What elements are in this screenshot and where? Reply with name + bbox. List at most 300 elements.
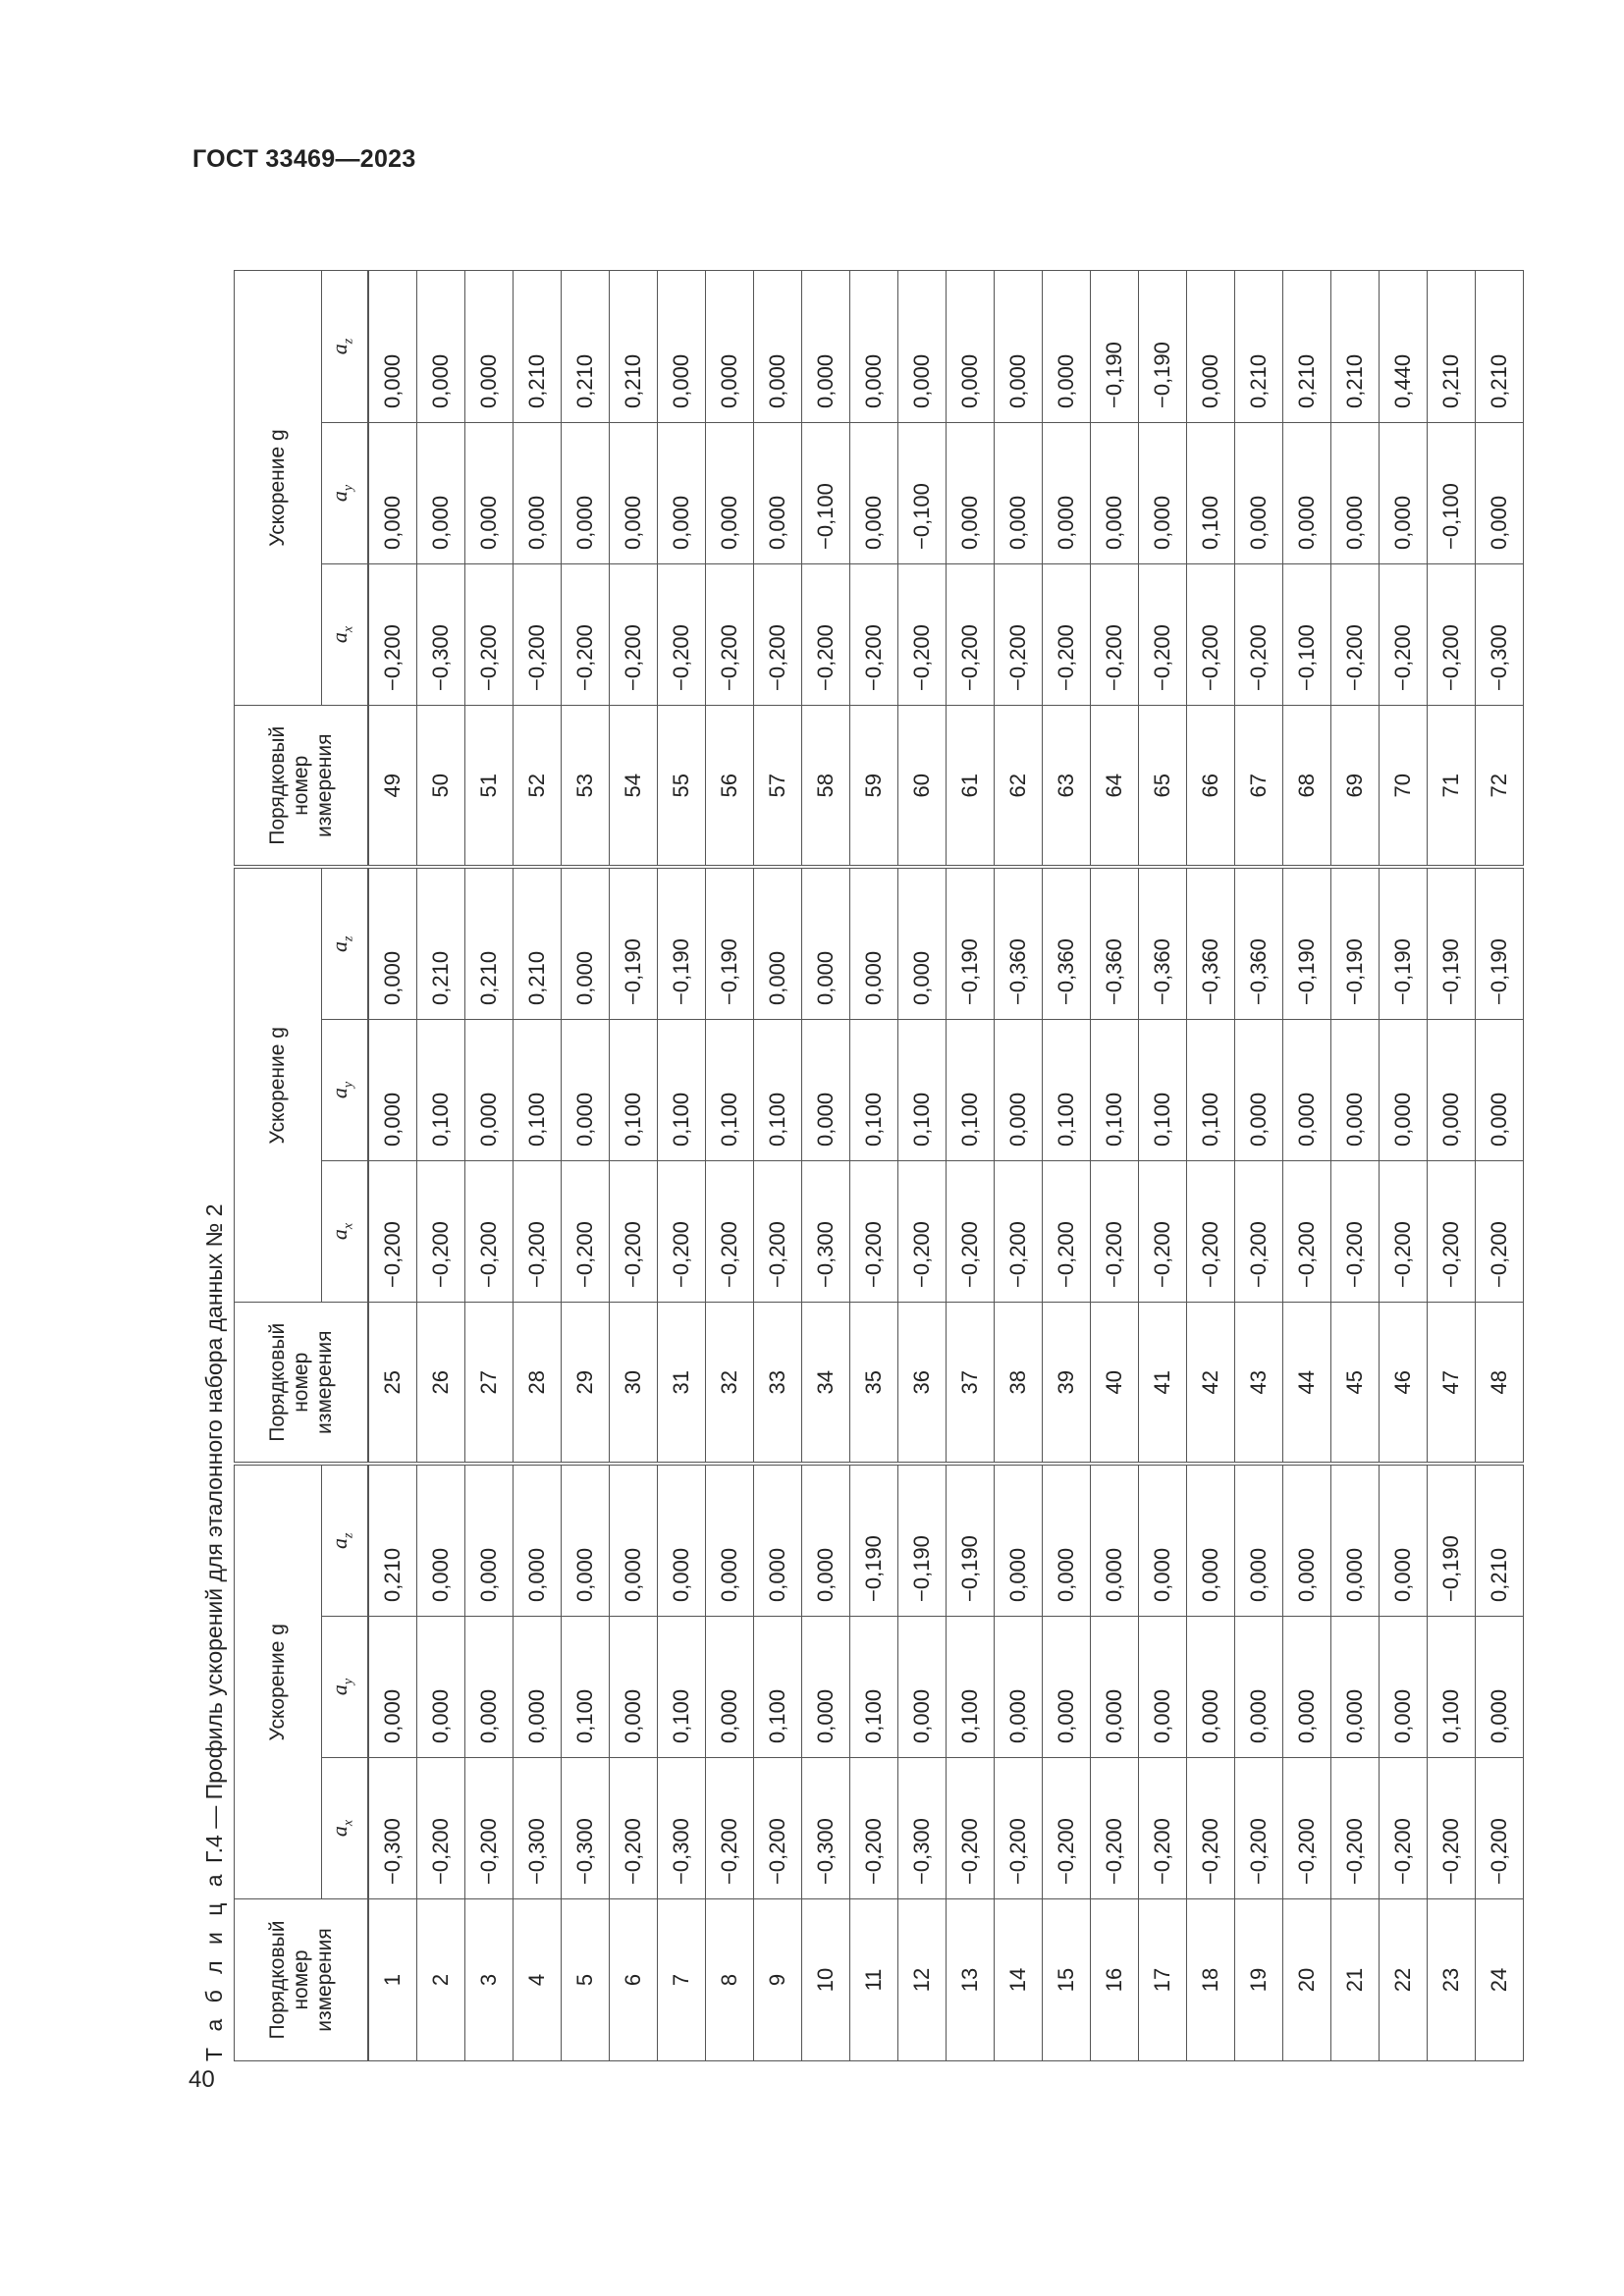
header-ay: $a_y$ — [322, 1020, 369, 1161]
measurement-index-cell: 10 — [802, 1899, 850, 2061]
az-cell: 0,000 — [754, 271, 802, 423]
az-cell: −0,190 — [1428, 1465, 1476, 1617]
ax-cell: −0,200 — [562, 564, 610, 706]
az-cell: −0,190 — [850, 1465, 898, 1617]
measurement-index-cell: 48 — [1476, 1303, 1524, 1465]
measurement-index-cell: 41 — [1139, 1303, 1187, 1465]
acceleration-profile-table — [234, 270, 1524, 2061]
ay-cell: 0,000 — [754, 423, 802, 564]
az-cell: 0,000 — [754, 868, 802, 1020]
measurement-index-cell: 69 — [1331, 706, 1380, 868]
ay-cell: 0,100 — [1187, 1020, 1235, 1161]
ax-cell: −0,200 — [610, 564, 658, 706]
measurement-index-cell: 17 — [1139, 1899, 1187, 2061]
ay-cell: 0,100 — [1139, 1020, 1187, 1161]
ax-cell: −0,200 — [1331, 564, 1380, 706]
ax-cell: −0,200 — [1043, 1758, 1091, 1899]
az-cell: 0,000 — [1139, 1465, 1187, 1617]
measurement-index-cell: 7 — [658, 1899, 706, 2061]
ax-cell: −0,200 — [562, 1161, 610, 1303]
ax-cell: −0,200 — [850, 1758, 898, 1899]
measurement-index-cell: 54 — [610, 706, 658, 868]
ay-cell: 0,000 — [1091, 1617, 1139, 1758]
measurement-index-cell: 49 — [368, 706, 417, 868]
measurement-index-cell: 60 — [898, 706, 947, 868]
ax-cell: −0,200 — [1428, 1758, 1476, 1899]
ay-cell: 0,000 — [1043, 1617, 1091, 1758]
ax-cell: −0,200 — [1331, 1161, 1380, 1303]
caption-text: Г.4 — Профиль ускорений для эталонного набора данных № 2 — [201, 1203, 227, 1864]
header-index: Порядковый номер измерения — [235, 706, 369, 868]
az-cell: −0,190 — [1091, 271, 1139, 423]
ax-cell: −0,200 — [514, 564, 562, 706]
ay-cell: 0,000 — [465, 423, 514, 564]
measurement-index-cell: 57 — [754, 706, 802, 868]
ax-cell: −0,200 — [1091, 1161, 1139, 1303]
az-cell: 0,000 — [562, 1465, 610, 1617]
ay-cell: 0,000 — [658, 423, 706, 564]
ay-cell: 0,000 — [465, 1617, 514, 1758]
measurement-index-cell: 1 — [368, 1899, 417, 2061]
ax-cell: −0,200 — [754, 564, 802, 706]
measurement-index-cell: 16 — [1091, 1899, 1139, 2061]
measurement-index-cell: 63 — [1043, 706, 1091, 868]
az-cell: 0,000 — [658, 1465, 706, 1617]
az-cell: −0,190 — [610, 868, 658, 1020]
az-cell: 0,000 — [465, 271, 514, 423]
measurement-index-cell: 9 — [754, 1899, 802, 2061]
ay-cell: 0,100 — [562, 1617, 610, 1758]
ay-cell: 0,000 — [995, 1617, 1043, 1758]
ay-cell: 0,000 — [368, 1020, 417, 1161]
ax-cell: −0,200 — [1139, 1758, 1187, 1899]
measurement-index-cell: 42 — [1187, 1303, 1235, 1465]
az-cell: −0,360 — [1139, 868, 1187, 1020]
ay-cell: 0,000 — [514, 423, 562, 564]
ax-cell: −0,200 — [1428, 564, 1476, 706]
ay-cell: 0,100 — [947, 1617, 995, 1758]
ax-cell: −0,200 — [1428, 1161, 1476, 1303]
ax-cell: −0,200 — [1476, 1758, 1524, 1899]
measurement-index-cell: 56 — [706, 706, 754, 868]
table-row — [514, 271, 562, 2061]
az-cell: 0,000 — [1043, 271, 1091, 423]
az-cell: 0,000 — [514, 1465, 562, 1617]
measurement-index-cell: 8 — [706, 1899, 754, 2061]
ay-cell: 0,000 — [1283, 423, 1331, 564]
measurement-index-cell: 47 — [1428, 1303, 1476, 1465]
ax-cell: −0,200 — [368, 564, 417, 706]
header-ax: $a_x$ — [322, 564, 369, 706]
az-cell: 0,000 — [995, 1465, 1043, 1617]
ay-cell: 0,000 — [1091, 423, 1139, 564]
ay-cell: 0,000 — [368, 423, 417, 564]
ax-cell: −0,200 — [1091, 564, 1139, 706]
az-cell: 0,000 — [802, 868, 850, 1020]
ay-cell: 0,000 — [610, 423, 658, 564]
measurement-index-cell: 30 — [610, 1303, 658, 1465]
ax-cell: −0,200 — [1187, 1758, 1235, 1899]
header-ay: $a_y$ — [322, 423, 369, 564]
measurement-index-cell: 13 — [947, 1899, 995, 2061]
table-body — [368, 271, 1524, 2061]
az-cell: 0,000 — [465, 1465, 514, 1617]
measurement-index-cell: 46 — [1380, 1303, 1428, 1465]
ax-cell: −0,200 — [1187, 1161, 1235, 1303]
az-cell: 0,210 — [417, 868, 465, 1020]
az-cell: 0,000 — [658, 271, 706, 423]
az-cell: −0,360 — [1043, 868, 1091, 1020]
ax-cell: −0,300 — [417, 564, 465, 706]
ax-cell: −0,200 — [1283, 1758, 1331, 1899]
measurement-index-cell: 21 — [1331, 1899, 1380, 2061]
ay-cell: 0,000 — [368, 1617, 417, 1758]
measurement-index-cell: 61 — [947, 706, 995, 868]
ay-cell: 0,000 — [562, 1020, 610, 1161]
az-cell: 0,210 — [465, 868, 514, 1020]
az-cell: 0,000 — [706, 1465, 754, 1617]
measurement-index-cell: 59 — [850, 706, 898, 868]
az-cell: −0,360 — [995, 868, 1043, 1020]
ay-cell: −0,100 — [802, 423, 850, 564]
az-cell: −0,190 — [1283, 868, 1331, 1020]
measurement-index-cell: 31 — [658, 1303, 706, 1465]
ax-cell: −0,200 — [706, 1161, 754, 1303]
table-row — [562, 271, 610, 2061]
ay-cell: 0,000 — [1476, 423, 1524, 564]
az-cell: −0,360 — [1187, 868, 1235, 1020]
measurement-index-cell: 39 — [1043, 1303, 1091, 1465]
ax-cell: −0,100 — [1283, 564, 1331, 706]
az-cell: −0,190 — [1380, 868, 1428, 1020]
ay-cell: 0,000 — [1235, 423, 1283, 564]
az-cell: −0,360 — [1235, 868, 1283, 1020]
measurement-index-cell: 24 — [1476, 1899, 1524, 2061]
ay-cell: 0,100 — [1043, 1020, 1091, 1161]
az-cell: 0,000 — [1235, 1465, 1283, 1617]
ax-cell: −0,200 — [1235, 564, 1283, 706]
az-cell: 0,000 — [898, 271, 947, 423]
az-cell: 0,000 — [610, 1465, 658, 1617]
az-cell: 0,000 — [417, 1465, 465, 1617]
ay-cell: 0,000 — [706, 1617, 754, 1758]
az-cell: 0,210 — [1331, 271, 1380, 423]
measurement-index-cell: 2 — [417, 1899, 465, 2061]
ax-cell: −0,200 — [898, 564, 947, 706]
ax-cell: −0,200 — [368, 1161, 417, 1303]
ay-cell: 0,000 — [1331, 1617, 1380, 1758]
ax-cell: −0,200 — [1235, 1758, 1283, 1899]
ax-cell: −0,200 — [1235, 1161, 1283, 1303]
table-row — [417, 271, 465, 2061]
az-cell: −0,360 — [1091, 868, 1139, 1020]
ax-cell: −0,300 — [658, 1758, 706, 1899]
az-cell: −0,190 — [1139, 271, 1187, 423]
measurement-index-cell: 33 — [754, 1303, 802, 1465]
az-cell: 0,000 — [1091, 1465, 1139, 1617]
ay-cell: −0,100 — [898, 423, 947, 564]
ax-cell: −0,300 — [562, 1758, 610, 1899]
ay-cell: −0,100 — [1428, 423, 1476, 564]
az-cell: 0,000 — [947, 271, 995, 423]
ay-cell: 0,100 — [898, 1020, 947, 1161]
ax-cell: −0,200 — [1091, 1758, 1139, 1899]
table-row — [1139, 271, 1187, 2061]
az-cell: 0,000 — [802, 1465, 850, 1617]
table-row — [610, 271, 658, 2061]
ay-cell: 0,100 — [1187, 423, 1235, 564]
ay-cell: 0,000 — [1139, 1617, 1187, 1758]
ax-cell: −0,200 — [706, 1758, 754, 1899]
table-row — [995, 271, 1043, 2061]
measurement-index-cell: 4 — [514, 1899, 562, 2061]
measurement-index-cell: 35 — [850, 1303, 898, 1465]
ax-cell: −0,200 — [995, 564, 1043, 706]
az-cell: −0,190 — [658, 868, 706, 1020]
header-ax: $a_x$ — [322, 1161, 369, 1303]
ax-cell: −0,200 — [995, 1161, 1043, 1303]
az-cell: 0,000 — [1380, 1465, 1428, 1617]
table-row — [658, 271, 706, 2061]
az-cell: 0,000 — [1043, 1465, 1091, 1617]
az-cell: −0,190 — [1428, 868, 1476, 1020]
ay-cell: 0,000 — [706, 423, 754, 564]
ay-cell: 0,000 — [850, 423, 898, 564]
az-cell: 0,000 — [562, 868, 610, 1020]
measurement-index-cell: 38 — [995, 1303, 1043, 1465]
measurement-index-cell: 22 — [1380, 1899, 1428, 2061]
ay-cell: 0,000 — [562, 423, 610, 564]
ay-cell: 0,000 — [995, 423, 1043, 564]
ay-cell: 0,100 — [947, 1020, 995, 1161]
measurement-index-cell: 67 — [1235, 706, 1283, 868]
measurement-index-cell: 28 — [514, 1303, 562, 1465]
measurement-index-cell: 26 — [417, 1303, 465, 1465]
ax-cell: −0,200 — [514, 1161, 562, 1303]
ay-cell: 0,000 — [1283, 1617, 1331, 1758]
ay-cell: 0,100 — [658, 1617, 706, 1758]
ax-cell: −0,300 — [368, 1758, 417, 1899]
ay-cell: 0,100 — [754, 1617, 802, 1758]
az-cell: 0,000 — [706, 271, 754, 423]
ay-cell: 0,000 — [1331, 423, 1380, 564]
rotated-table-area — [189, 216, 1511, 2061]
measurement-index-cell: 65 — [1139, 706, 1187, 868]
table-row — [802, 271, 850, 2061]
measurement-index-cell: 51 — [465, 706, 514, 868]
ax-cell: −0,200 — [465, 1161, 514, 1303]
ax-cell: −0,300 — [802, 1758, 850, 1899]
caption-label: Т а б л и ц а — [201, 1869, 227, 2061]
header-az: $a_z$ — [322, 868, 369, 1020]
header-index: Порядковый номер измерения — [235, 1303, 369, 1465]
ay-cell: 0,000 — [802, 1020, 850, 1161]
ax-cell: −0,200 — [1043, 1161, 1091, 1303]
header-group: Ускорение g — [235, 868, 322, 1303]
ay-cell: 0,000 — [514, 1617, 562, 1758]
ay-cell: 0,000 — [1187, 1617, 1235, 1758]
az-cell: 0,210 — [514, 868, 562, 1020]
ay-cell: 0,000 — [1139, 423, 1187, 564]
az-cell: 0,000 — [850, 868, 898, 1020]
az-cell: 0,000 — [1187, 271, 1235, 423]
measurement-index-cell: 34 — [802, 1303, 850, 1465]
az-cell: −0,190 — [898, 1465, 947, 1617]
measurement-index-cell: 32 — [706, 1303, 754, 1465]
az-cell: −0,190 — [1331, 868, 1380, 1020]
az-cell: 0,210 — [368, 1465, 417, 1617]
ax-cell: −0,200 — [1043, 564, 1091, 706]
header-group: Ускорение g — [235, 1465, 322, 1899]
measurement-index-cell: 68 — [1283, 706, 1331, 868]
measurement-index-cell: 6 — [610, 1899, 658, 2061]
measurement-index-cell: 3 — [465, 1899, 514, 2061]
header-index: Порядковый номер измерения — [235, 1899, 369, 2061]
measurement-index-cell: 50 — [417, 706, 465, 868]
az-cell: 0,210 — [514, 271, 562, 423]
ay-cell: 0,100 — [850, 1617, 898, 1758]
ax-cell: −0,200 — [754, 1161, 802, 1303]
ax-cell: −0,200 — [610, 1161, 658, 1303]
measurement-index-cell: 43 — [1235, 1303, 1283, 1465]
ax-cell: −0,200 — [1283, 1161, 1331, 1303]
measurement-index-cell: 66 — [1187, 706, 1235, 868]
ax-cell: −0,200 — [417, 1758, 465, 1899]
ax-cell: −0,300 — [802, 1161, 850, 1303]
ax-cell: −0,200 — [850, 564, 898, 706]
az-cell: −0,190 — [706, 868, 754, 1020]
ay-cell: 0,000 — [947, 423, 995, 564]
ax-cell: −0,200 — [947, 564, 995, 706]
measurement-index-cell: 44 — [1283, 1303, 1331, 1465]
ax-cell: −0,200 — [658, 1161, 706, 1303]
table-row — [754, 271, 802, 2061]
header-ax: $a_x$ — [322, 1758, 369, 1899]
ay-cell: 0,100 — [754, 1020, 802, 1161]
ax-cell: −0,200 — [610, 1758, 658, 1899]
measurement-index-cell: 55 — [658, 706, 706, 868]
ay-cell: 0,100 — [658, 1020, 706, 1161]
ay-cell: 0,100 — [417, 1020, 465, 1161]
page-number: 40 — [189, 2066, 215, 2093]
ay-cell: 0,100 — [514, 1020, 562, 1161]
az-cell: 0,210 — [1476, 1465, 1524, 1617]
table-row — [1187, 271, 1235, 2061]
measurement-index-cell: 64 — [1091, 706, 1139, 868]
az-cell: −0,190 — [1476, 868, 1524, 1020]
ay-cell: 0,100 — [706, 1020, 754, 1161]
measurement-index-cell: 71 — [1428, 706, 1476, 868]
measurement-index-cell: 62 — [995, 706, 1043, 868]
measurement-index-cell: 19 — [1235, 1899, 1283, 2061]
header-az: $a_z$ — [322, 1465, 369, 1617]
measurement-index-cell: 23 — [1428, 1899, 1476, 2061]
table-row — [850, 271, 898, 2061]
ay-cell: 0,000 — [995, 1020, 1043, 1161]
az-cell: 0,000 — [754, 1465, 802, 1617]
az-cell: −0,190 — [947, 868, 995, 1020]
table-caption — [201, 1203, 228, 2061]
ax-cell: −0,200 — [1476, 1161, 1524, 1303]
ax-cell: −0,200 — [706, 564, 754, 706]
ay-cell: 0,100 — [610, 1020, 658, 1161]
ax-cell: −0,200 — [465, 564, 514, 706]
az-cell: 0,000 — [368, 868, 417, 1020]
table-row — [947, 271, 995, 2061]
az-cell: 0,000 — [802, 271, 850, 423]
ay-cell: 0,000 — [465, 1020, 514, 1161]
ax-cell: −0,200 — [658, 564, 706, 706]
ax-cell: −0,200 — [947, 1161, 995, 1303]
ay-cell: 0,100 — [1091, 1020, 1139, 1161]
ay-cell: 0,000 — [1235, 1020, 1283, 1161]
ax-cell: −0,200 — [1331, 1758, 1380, 1899]
header-az: $a_z$ — [322, 271, 369, 423]
ay-cell: 0,000 — [1380, 423, 1428, 564]
measurement-index-cell: 11 — [850, 1899, 898, 2061]
ay-cell: 0,000 — [417, 423, 465, 564]
ax-cell: −0,200 — [1139, 564, 1187, 706]
ay-cell: 0,000 — [1380, 1617, 1428, 1758]
header-ay: $a_y$ — [322, 1617, 369, 1758]
ax-cell: −0,200 — [417, 1161, 465, 1303]
ax-cell: −0,200 — [1380, 564, 1428, 706]
az-cell: 0,210 — [562, 271, 610, 423]
table-row — [1043, 271, 1091, 2061]
az-cell: 0,000 — [898, 868, 947, 1020]
table-row — [1428, 271, 1476, 2061]
ay-cell: 0,100 — [1428, 1617, 1476, 1758]
az-cell: 0,210 — [1428, 271, 1476, 423]
az-cell: 0,000 — [417, 271, 465, 423]
ay-cell: 0,000 — [898, 1617, 947, 1758]
ax-cell: −0,300 — [898, 1758, 947, 1899]
table-row — [1283, 271, 1331, 2061]
az-cell: −0,190 — [947, 1465, 995, 1617]
ay-cell: 0,000 — [1428, 1020, 1476, 1161]
ax-cell: −0,200 — [1187, 564, 1235, 706]
ay-cell: 0,000 — [1476, 1617, 1524, 1758]
measurement-index-cell: 15 — [1043, 1899, 1091, 2061]
table-row — [898, 271, 947, 2061]
header-group: Ускорение g — [235, 271, 322, 706]
ax-cell: −0,200 — [802, 564, 850, 706]
az-cell: 0,000 — [1331, 1465, 1380, 1617]
ax-cell: −0,200 — [1380, 1161, 1428, 1303]
ax-cell: −0,200 — [1380, 1758, 1428, 1899]
measurement-index-cell: 25 — [368, 1303, 417, 1465]
ax-cell: −0,200 — [754, 1758, 802, 1899]
measurement-index-cell: 29 — [562, 1303, 610, 1465]
ay-cell: 0,100 — [850, 1020, 898, 1161]
table-row — [1331, 271, 1380, 2061]
ay-cell: 0,000 — [802, 1617, 850, 1758]
table-row — [465, 271, 514, 2061]
measurement-index-cell: 20 — [1283, 1899, 1331, 2061]
measurement-index-cell: 70 — [1380, 706, 1428, 868]
ay-cell: 0,000 — [1043, 423, 1091, 564]
document-header: ГОСТ 33469—2023 — [192, 145, 416, 173]
table-row — [1091, 271, 1139, 2061]
table-row — [368, 271, 417, 2061]
ax-cell: −0,300 — [1476, 564, 1524, 706]
ay-cell: 0,000 — [1283, 1020, 1331, 1161]
measurement-index-cell: 72 — [1476, 706, 1524, 868]
ay-cell: 0,000 — [1235, 1617, 1283, 1758]
az-cell: 0,000 — [368, 271, 417, 423]
ax-cell: −0,200 — [995, 1758, 1043, 1899]
az-cell: 0,000 — [1283, 1465, 1331, 1617]
